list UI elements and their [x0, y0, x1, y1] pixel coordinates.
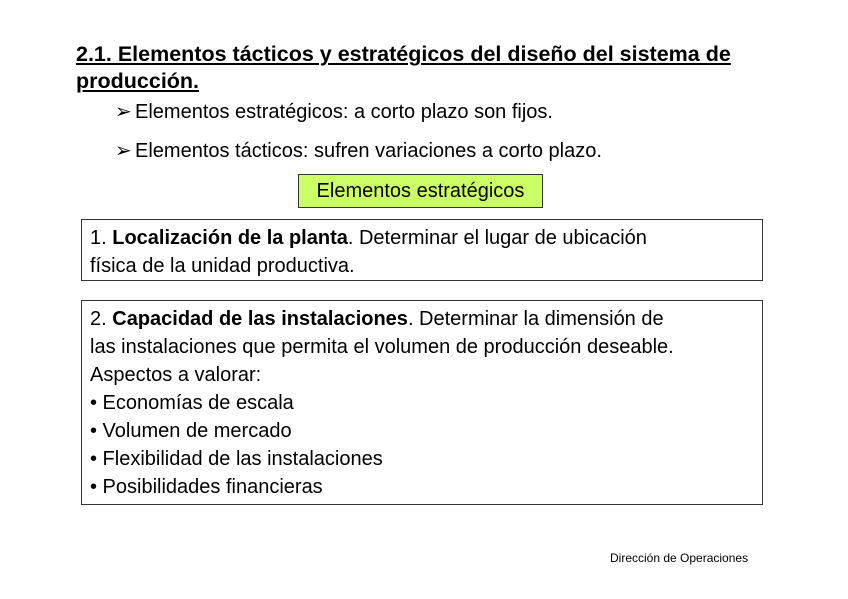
- element-description-continued: las instalaciones que permita el volumen de producción deseable.: [90, 336, 674, 358]
- aspect-item-flexibility: • Flexibilidad de las instalaciones: [90, 448, 383, 470]
- definition-text-tactical: Elementos tácticos: sufren variaciones a corto plazo.: [135, 140, 602, 162]
- aspects-heading: Aspectos a valorar:: [90, 364, 262, 386]
- aspect-item-economies: • Economías de escala: [90, 392, 294, 414]
- element-number: 2.: [90, 308, 113, 330]
- arrow-right-icon: ➢: [115, 101, 132, 123]
- element-description: . Determinar la dimensión de: [407, 308, 664, 330]
- element-description: . Determinar el lugar de ubicación: [347, 227, 647, 249]
- definition-item-tactical: [115, 138, 602, 164]
- slide-title-line-1: 2.1. Elementos tácticos y estratégicos del diseño del sistema de: [76, 42, 731, 66]
- definition-text-strategic: Elementos estratégicos: a corto plazo son fijos.: [135, 101, 553, 123]
- element-number: 1.: [90, 227, 113, 249]
- aspect-item-financial: • Posibilidades financieras: [90, 476, 323, 498]
- aspect-item-market: • Volumen de mercado: [90, 420, 292, 442]
- element-box-location-line-1: [90, 224, 754, 252]
- element-term: Localización de la planta: [112, 227, 348, 249]
- slide-title: [76, 41, 776, 95]
- definition-list: [115, 99, 602, 177]
- arrow-right-icon: ➢: [115, 140, 132, 162]
- element-box-location: [81, 219, 763, 281]
- definition-item-strategic: [115, 99, 602, 125]
- element-description-continued: física de la unidad productiva.: [90, 255, 355, 277]
- section-badge: Elementos estratégicos: [298, 174, 543, 208]
- slide-footer: Dirección de Operaciones: [610, 551, 749, 565]
- slide-title-line-2: producción.: [76, 69, 200, 93]
- element-term: Capacidad de las instalaciones: [112, 308, 408, 330]
- element-box-capacity-line-1: [90, 305, 754, 333]
- element-box-capacity: [81, 300, 763, 505]
